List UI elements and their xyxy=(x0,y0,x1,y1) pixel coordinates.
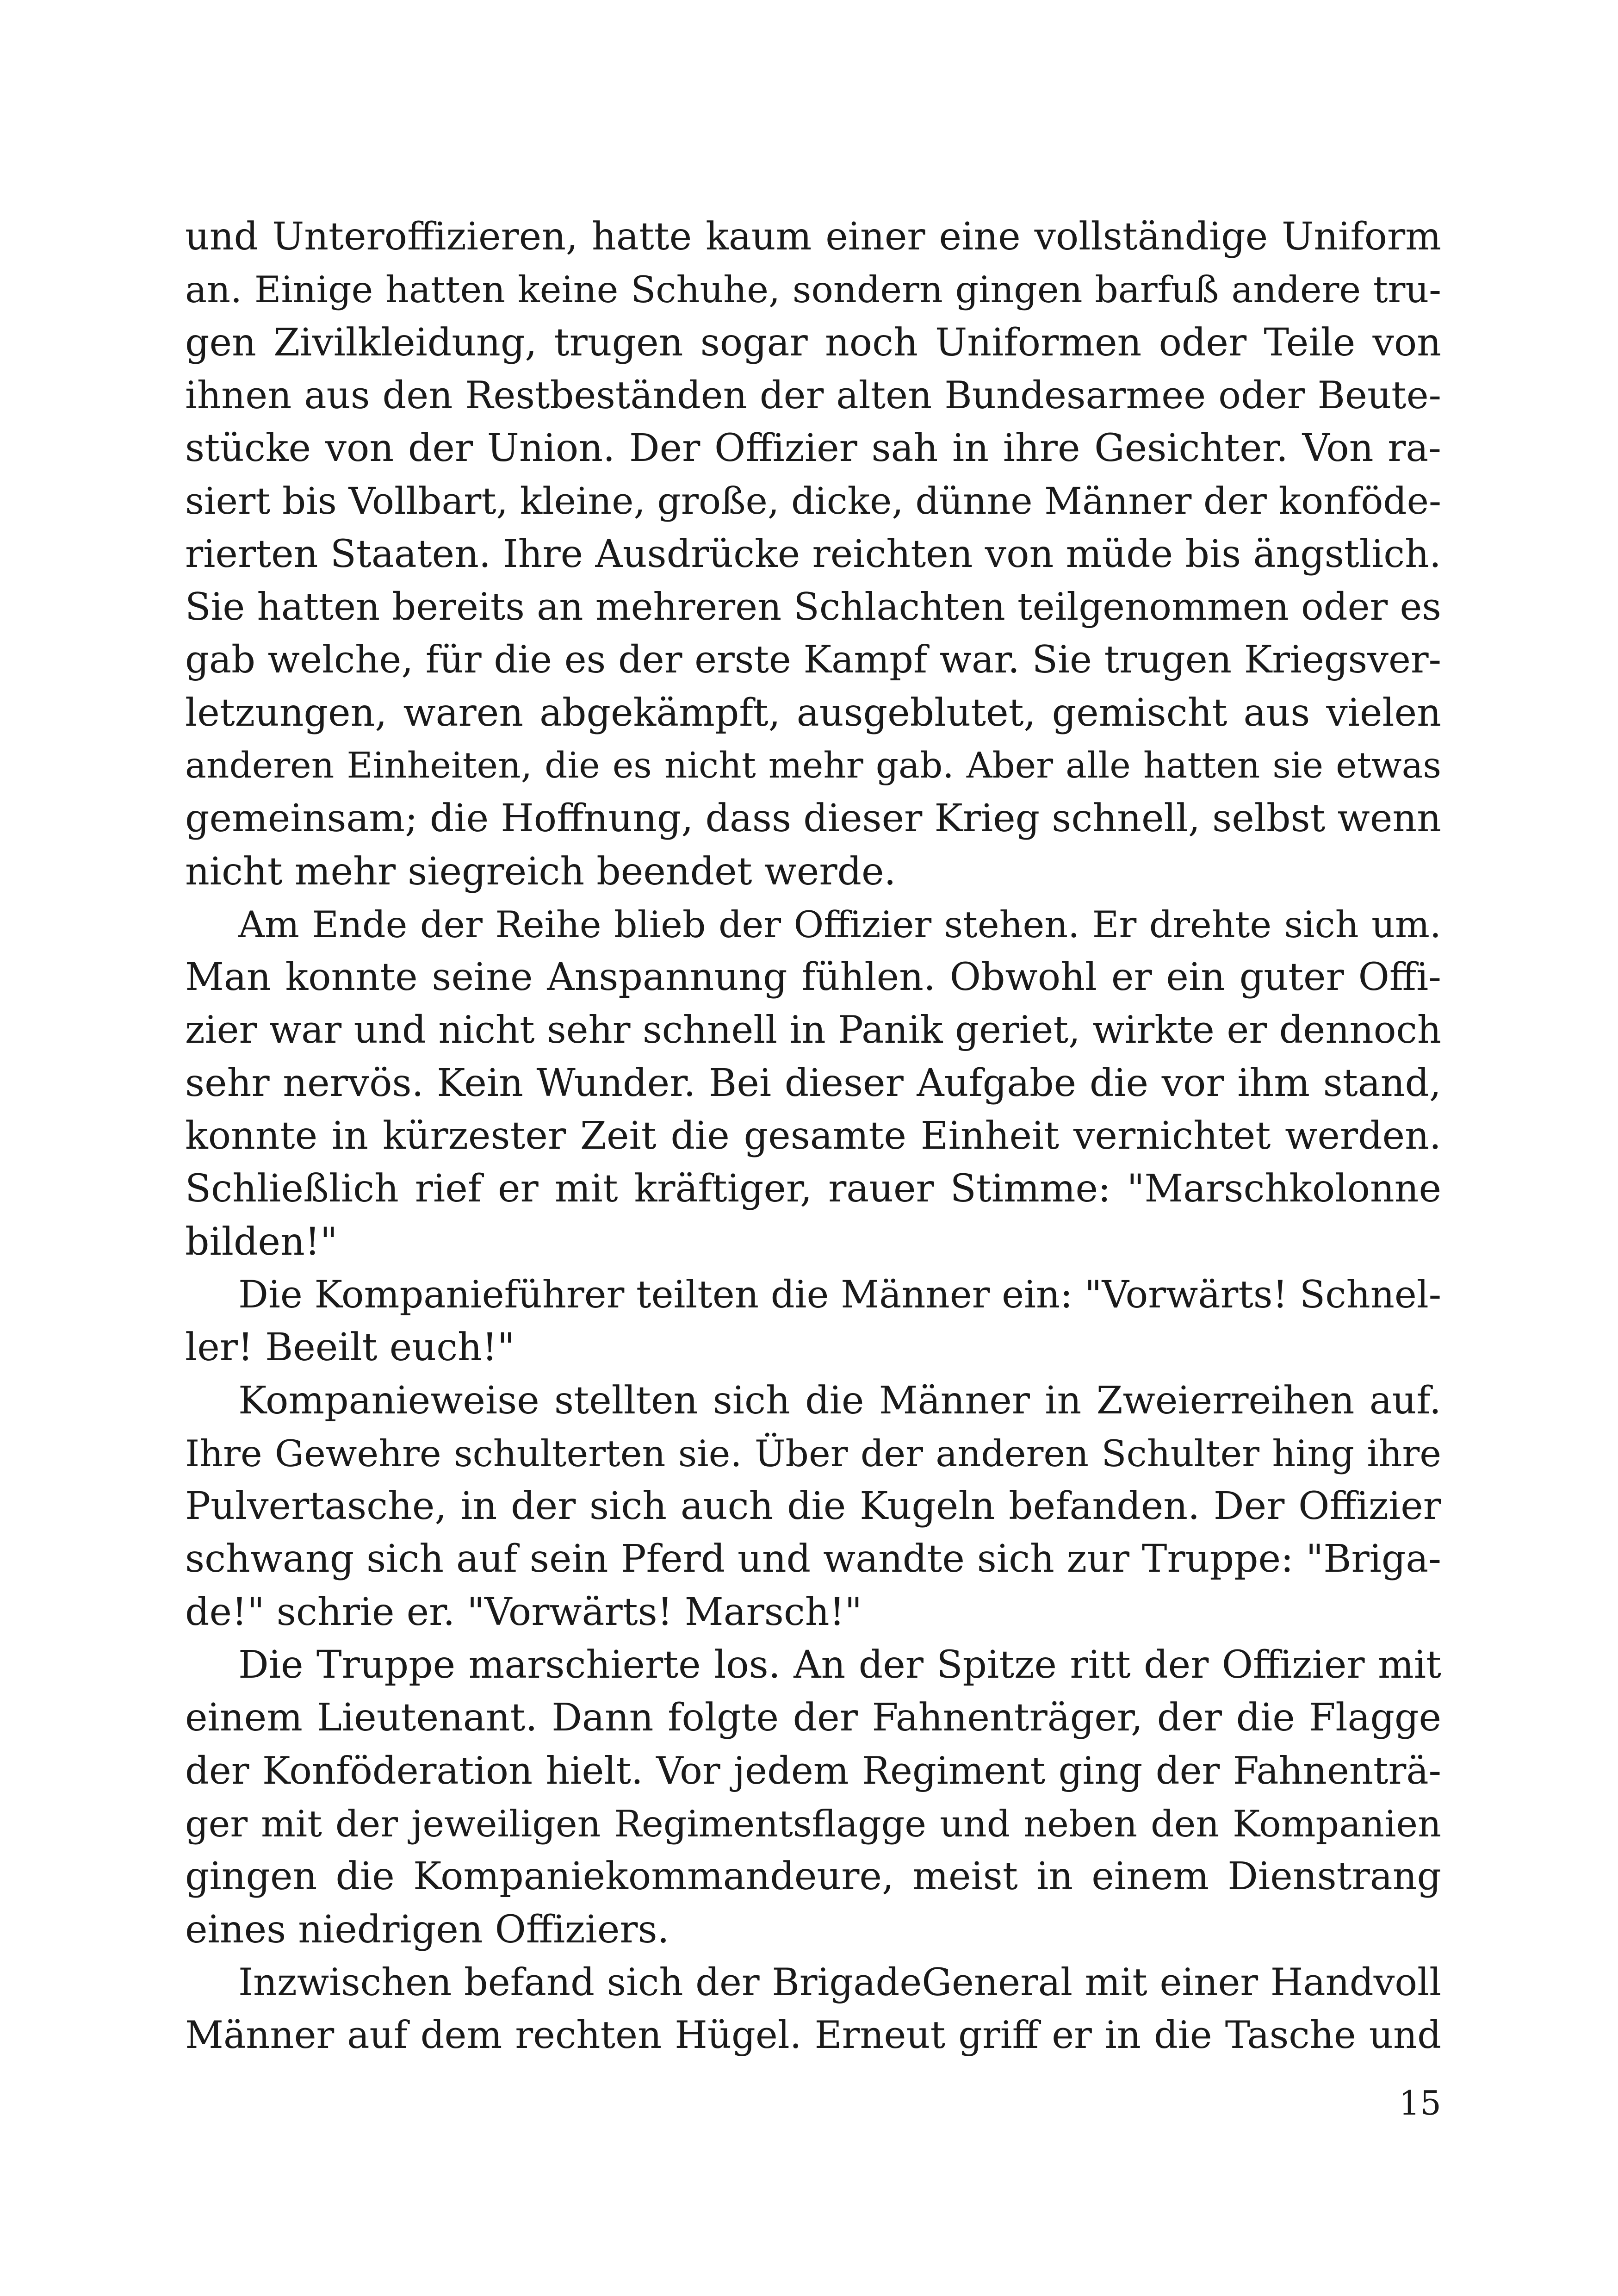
text-line: Kompanieweise stellten sich die Männer in Zweierreihen auf. xyxy=(238,1378,1441,1423)
text-line: Inzwischen befand sich der BrigadeGeneral mit einer Handvoll xyxy=(238,1960,1441,2004)
text-line: Männer auf dem rechten Hügel. Erneut griff er in die Tasche und xyxy=(185,2014,1441,2058)
text-line: Sie hatten bereits an mehreren Schlachten teilgenommen oder es xyxy=(185,585,1441,629)
text-line: eines niedrigen Offiziers. xyxy=(185,1907,670,1952)
text-line: zier war und nicht sehr schnell in Panik geriet, wirkte er dennoch xyxy=(185,1008,1441,1052)
text-line: sehr nervös. Kein Wunder. Bei dieser Aufgabe die vor ihm stand, xyxy=(185,1061,1441,1105)
body-text xyxy=(185,211,1441,2062)
text-line: einem Lieutenant. Dann folgte der Fahnenträger, der die Flagge xyxy=(185,1696,1441,1740)
paragraph xyxy=(185,1375,1441,1639)
text-line: der Konföderation hielt. Vor jedem Regiment ging der Fahnenträ- xyxy=(185,1749,1441,1793)
text-line: schwang sich auf sein Pferd und wandte sich zur Truppe: "Briga- xyxy=(185,1537,1441,1581)
text-line: Ihre Gewehre schulterten sie. Über der anderen Schulter hing ihre xyxy=(185,1432,1441,1475)
text-line: Am Ende der Reihe blieb der Offizier stehen. Er drehte sich um. xyxy=(238,903,1441,946)
paragraph xyxy=(185,1269,1441,1375)
text-line: Die Truppe marschierte los. An der Spitze ritt der Offizier mit xyxy=(238,1643,1441,1687)
text-line: Pulvertasche, in der sich auch die Kugeln befanden. Der Offizier xyxy=(185,1484,1441,1529)
page-number: 15 xyxy=(1399,2084,1441,2122)
text-line: stücke von der Union. Der Offizier sah in ihre Gesichter. Von ra- xyxy=(185,426,1441,471)
text-line: gingen die Kompaniekommandeure, meist in einem Dienstrang xyxy=(185,1854,1441,1899)
text-line: bilden!" xyxy=(185,1220,338,1264)
text-line: konnte in kürzester Zeit die gesamte Einheit vernichtet werden. xyxy=(185,1114,1441,1158)
text-line: Schließlich rief er mit kräftiger, rauer Stimme: "Marschkolonne xyxy=(185,1167,1441,1211)
paragraph xyxy=(185,1956,1441,2062)
text-line: Die Kompanieführer teilten die Männer ein: "Vorwärts! Schnel- xyxy=(238,1273,1442,1317)
text-line: ler! Beeilt euch!" xyxy=(185,1325,515,1370)
text-line: gemeinsam; die Hoffnung, dass dieser Krieg schnell, selbst wenn xyxy=(185,796,1441,841)
text-line: nicht mehr siegreich beendet werde. xyxy=(185,849,896,894)
text-line: ihnen aus den Restbeständen der alten Bundesarmee oder Beute- xyxy=(185,373,1441,417)
text-line: de!" schrie er. "Vorwärts! Marsch!" xyxy=(185,1590,862,1634)
text-line: an. Einige hatten keine Schuhe, sondern gingen barfuß andere tru- xyxy=(185,268,1441,311)
paragraph xyxy=(185,898,1441,1269)
text-line: Man konnte seine Anspannung fühlen. Obwohl er ein guter Offi- xyxy=(185,955,1441,1000)
text-line: gen Zivilkleidung, trugen sogar noch Uniformen oder Teile von xyxy=(185,320,1441,365)
text-line: rierten Staaten. Ihre Ausdrücke reichten von müde bis ängstlich. xyxy=(185,532,1441,576)
text-line: letzungen, waren abgekämpft, ausgeblutet, gemischt aus vielen xyxy=(185,691,1441,735)
text-line: ger mit der jeweiligen Regimentsflagge und neben den Kompanien xyxy=(185,1802,1441,1845)
paragraph xyxy=(185,1639,1441,1956)
text-line: gab welche, für die es der erste Kampf war. Sie trugen Kriegsver- xyxy=(185,638,1441,682)
text-line: anderen Einheiten, die es nicht mehr gab. Aber alle hatten sie etwas xyxy=(185,745,1441,786)
paragraph xyxy=(185,211,1441,898)
text-line: siert bis Vollbart, kleine, große, dicke, dünne Männer der konföde- xyxy=(185,479,1441,523)
text-line: und Unteroffizieren, hatte kaum einer eine vollständige Uniform xyxy=(185,215,1441,259)
